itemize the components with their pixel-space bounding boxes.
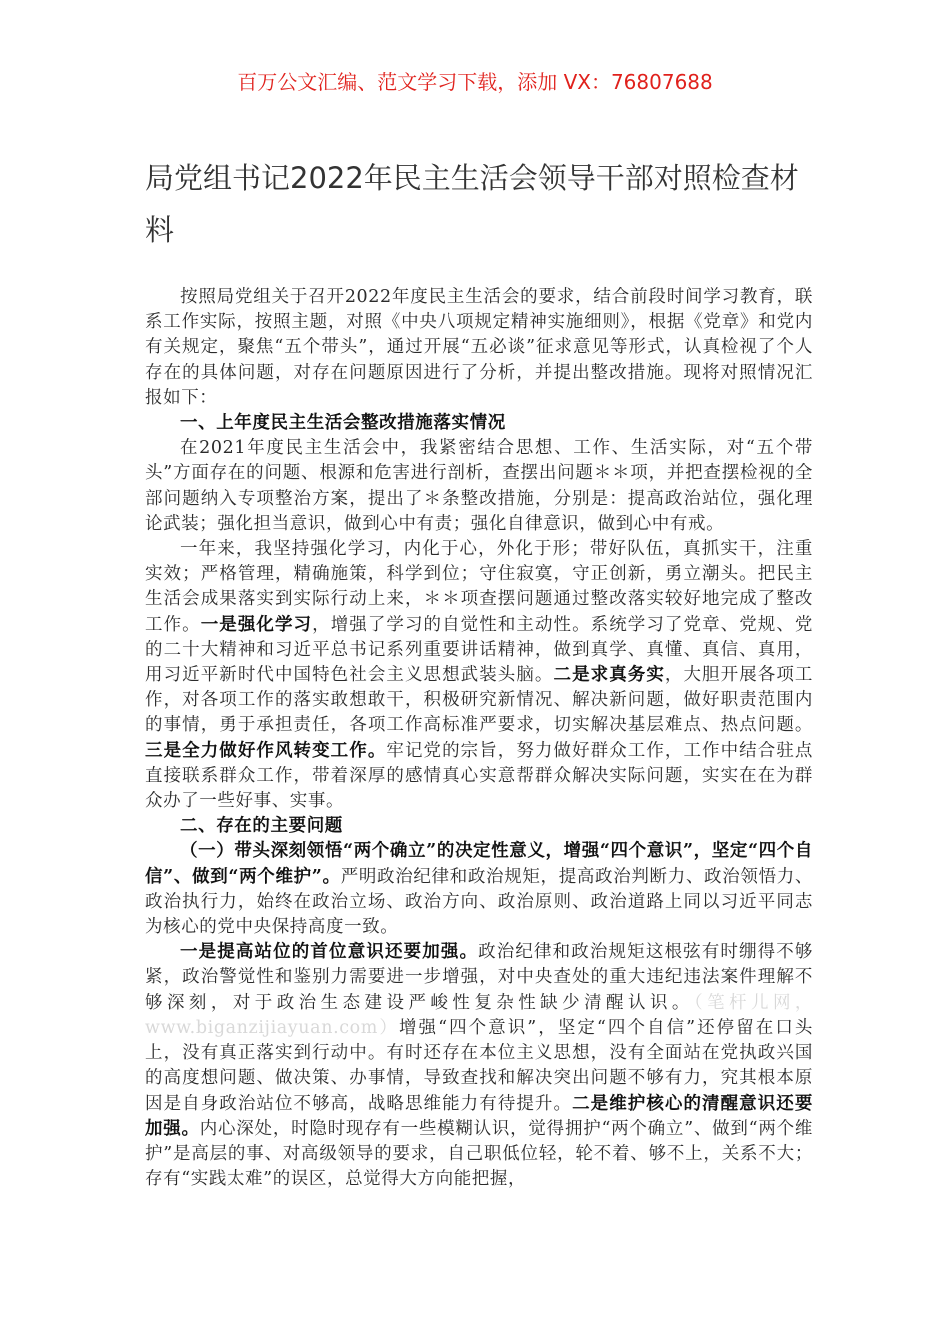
document-body [145, 285, 813, 1192]
text: ，增强了学习的自觉性和主动性。系统学习了党章、党规、党的二十大精神和习近平总书记系列重要讲话精神，做到真学、真懂、真信、真用，用习近平新时代中国特色社会主义思想武装头脑。 [145, 614, 814, 686]
promo-banner: 百万公文汇编、范文学习下载，添加 VX：76807688 [237, 70, 713, 94]
section-heading-1 [145, 411, 813, 436]
text: 严明政治纪律和政治规矩，提高政治判断力、政治领悟力、政治执行力，始终在政治立场、政治方向、政治原则、政治道路上同以习近平同志为核心的党中央保持高度一致。 [145, 866, 813, 938]
text: 一年来，我坚持强化学习，内化于心，外化于形；带好队伍，真抓实干，注重实效；严格管理，精确施策，科学到位；守住寂寞，守正创新，勇立潮头。把民主生活会成果落实到实际行动上来，＊＊项查摆问题通过整改落实较好地完成了整改工作。 [145, 539, 813, 635]
paragraph [145, 537, 813, 814]
bold-text: 一是强化学习 [200, 614, 313, 635]
text: 按照局党组关于召开2022年度民主生活会的要求，结合前段时间学习教育，联系工作实际，按照主题，对照《中央八项规定精神实施细则》，根据《党章》和党内有关规定，聚焦“五个带头”，通过开展“五必谈”征求意见等形式，认真检视了个人存在的具体问题，对存在问题原因进行了分析，并提出整改措施。现将对照情况汇报如下： [145, 287, 813, 408]
paragraph [145, 839, 813, 940]
bold-text: 一是提高站位的首位意识还要加强。 [180, 942, 479, 963]
intro-paragraph [145, 285, 813, 411]
text: 增强“四个意识”，坚定“四个自信”还停留在口头上，没有真正落实到行动中。有时还存在本位主义思想，没有全面站在党执政兴国的高度想问题、做决策、办事情，导致查找和解决突出问题不够有力，究其根本原因是自身政治站位不够高，战略思维能力有待提升。 [145, 1017, 813, 1114]
text: 政治纪律和政治规矩这根弦有时绷得不够紧，政治警觉性和鉴别力需要进一步增强，对中央查处的重大违纪违法案件理解不够深刻，对于政治生态建设严峻性复杂性缺少清醒认识。 [145, 942, 813, 1013]
document-title: 局党组书记2022年民主生活会领导干部对照检查材料 [145, 161, 799, 247]
heading-text: 一、上年度民主生活会整改措施落实情况 [180, 413, 506, 434]
text: 牢记党的宗旨，努力做好群众工作，工作中结合驻点直接联系群众工作，带着深厚的感情真心实意帮群众解决实际问题，实实在在为群众办了一些好事、实事。 [145, 740, 813, 812]
bold-text: （一）带头深刻领悟“两个确立”的决定性意义，增强“四个意识”，坚定“四个自信”、做到“两个维护”。 [145, 841, 813, 887]
text: ，大胆开展各项工作，对各项工作的落实敢想敢干，积极研究新情况、解决新问题，做好职责范围内的事情，勇于承担责任，各项工作高标准严要求，切实解决基层难点、热点问题。 [145, 665, 813, 736]
text: 内心深处，时隐时现存有一些模糊认识，觉得拥护“两个确立”、做到“两个维护”是高层的事、对高级领导的要求，自己职低位轻，轮不着、够不上，关系不大；存有“实践太难”的误区，总觉得大方向能把握， [145, 1118, 813, 1190]
bold-text: 二是求真务实 [553, 665, 665, 686]
heading-text: 二、存在的主要问题 [180, 816, 343, 837]
bold-text: 三是全力做好作风转变工作。 [145, 740, 387, 761]
paragraph [145, 436, 813, 537]
paragraph [145, 940, 813, 1192]
bold-text: 二是维护核心的清醒意识还要加强。 [145, 1093, 813, 1139]
section-heading-2 [145, 814, 813, 839]
watermark-text: （笔杆儿网，www.biganzijiayuan.com） [145, 992, 813, 1038]
text: 在2021年度民主生活会中，我紧密结合思想、工作、生活实际，对“五个带头”方面存在的问题、根源和危害进行剖析，查摆出问题＊＊项，并把查摆检视的全部问题纳入专项整治方案，提出了＊条整改措施，分别是：提高政治站位，强化理论武装；强化担当意识，做到心中有责；强化自律意识，做到心中有戒。 [145, 438, 813, 534]
